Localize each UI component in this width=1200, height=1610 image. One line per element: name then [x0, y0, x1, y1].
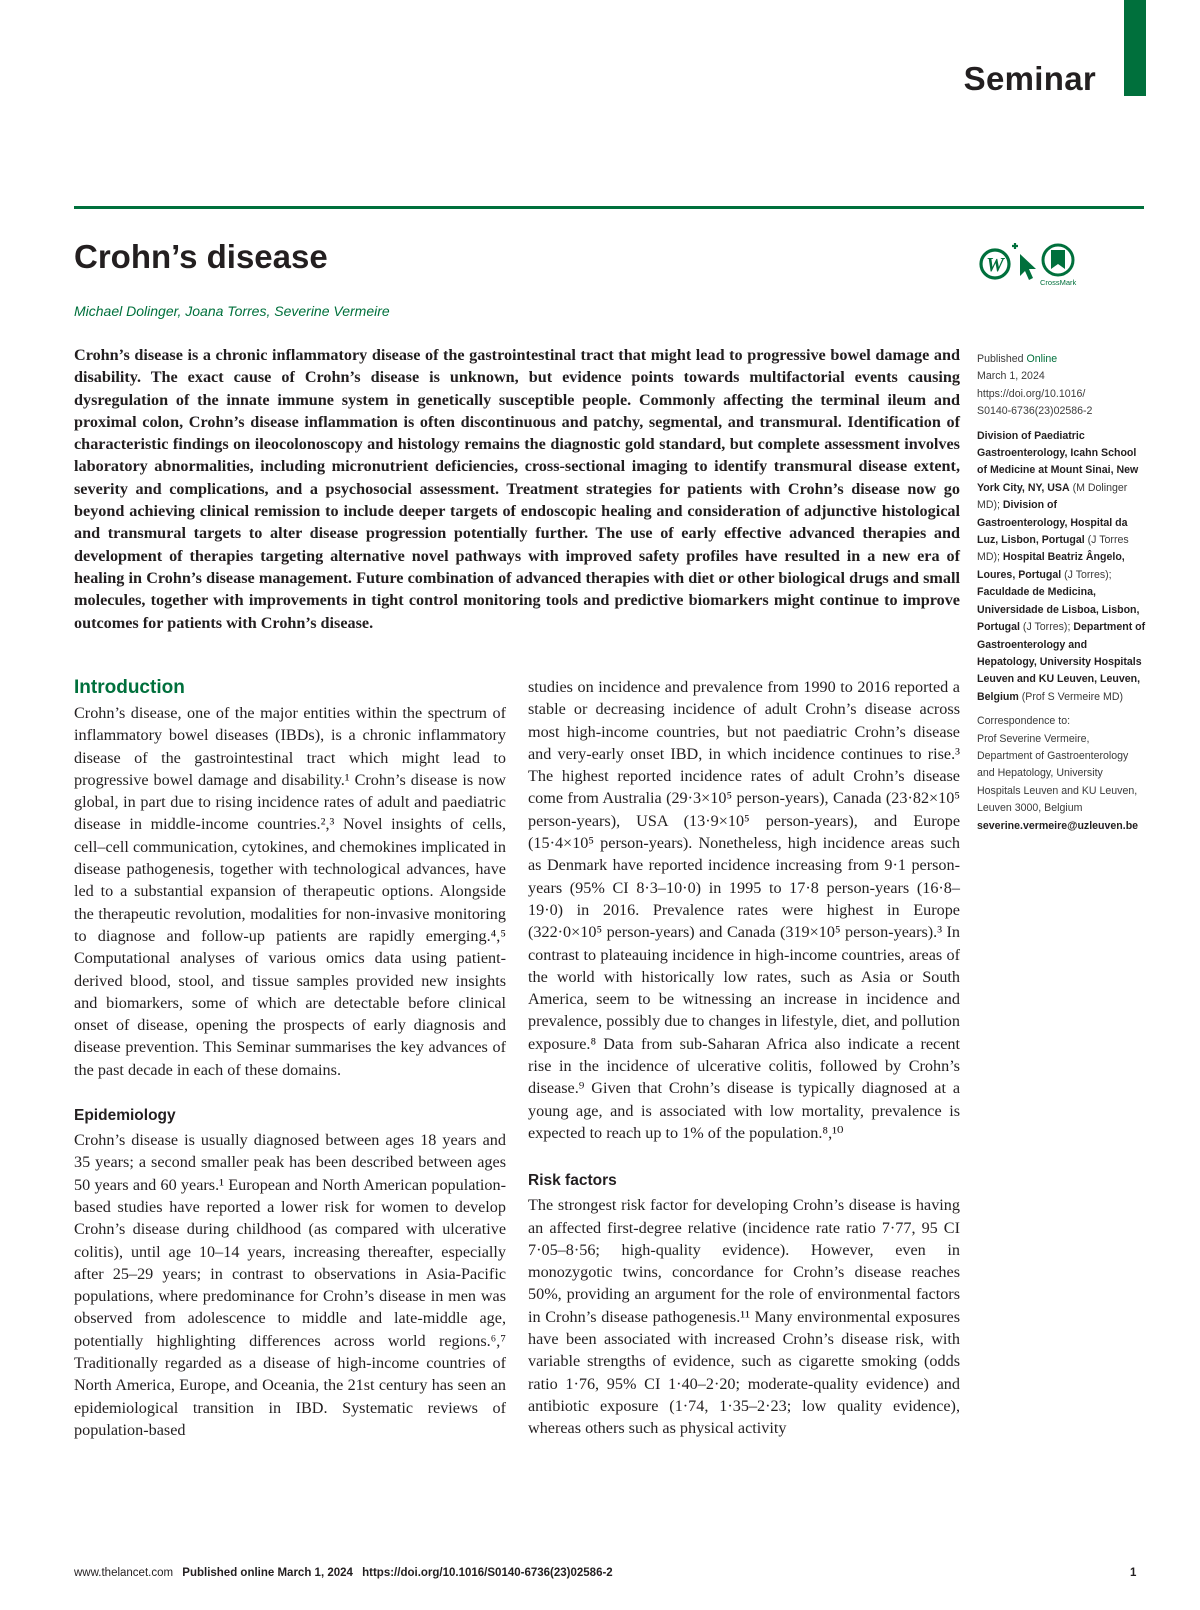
risk-factors-heading: Risk factors — [528, 1172, 617, 1190]
correspondence-address: Department of Gastroenterology and Hepatology, University Hospitals Leuven and KU Leuven, Leuven 3000, Belgium — [977, 749, 1138, 815]
risk-factors-text: The strongest risk factor for developing Crohn’s disease is having an affected first-degree relative (incidence rate ratio 7·77, 95 CI 7·05–8·56; high-quality evidence). However, even in monozygotic twins, concordance for Crohn’s disease reaches 50%, providing an argument for the role of environmental factors in Crohn’s disease pathogenesis.¹¹ Many environmental exposures have been associated with increased Crohn’s disease risk, with variable strengths of evidence, such as cigarette smoking (odds ratio 1·76, 95% CI 1·40–2·20; moderate-quality evidence) and antibiotic exposure (1·74, 1·35–2·23; low quality evidence), whereas others such as physical activity — [528, 1196, 960, 1438]
cursor-icon — [1020, 254, 1036, 280]
open-access-icon[interactable] — [981, 243, 1018, 278]
affiliation-2-note: (J Torres MD); — [977, 534, 1129, 564]
affiliation-5-note: (Prof S Vermeire MD) — [1021, 690, 1123, 703]
correspondence — [977, 713, 1147, 835]
page-number: 1 — [1130, 1567, 1137, 1579]
published-prefix: Published — [977, 353, 1027, 365]
affiliation-1-note: (M Dolinger MD); — [977, 481, 1128, 512]
epidemiology-text: Crohn’s disease is usually diagnosed between ages 18 years and 35 years; a second smaller peak has been described between ages 50 years and 60 years.¹ European and North American population-based studies have reported a lower risk for women to develop Crohn’s disease during childhood (as compared with ulcerative colitis), until age 10–14 years, increasing thereafter, especially after 25–29 years; in contrast to observations in Asia-Pacific populations, where predominance for Crohn’s disease in men was observed from adolescence to middle and late-middle age, potentially highlighting differences across world regions.⁶,⁷ Traditionally regarded as a disease of high-income countries of North America, Europe, and Oceania, the 21st century has seen an epidemiological transition in IBD. Systematic reviews of population-based — [74, 1131, 506, 1439]
introduction-text: Crohn’s disease, one of the major entities within the spectrum of inflammatory bowel diseases (IBDs), is a chronic inflammatory disease of the gastrointestinal tract which might lead to progressive bowel damage and disability.¹ Crohn’s disease is now global, in part due to rising incidence rates of adult and paediatric disease in middle-income countries.²,³ Novel insights of cells, cell–cell communication, cytokines, and chemokines implicated in disease pathogenesis, together with technological advances, have led to a substantial expansion of therapeutic options. Alongside the therapeutic revolution, modalities for non-invasive monitoring to diagnose and follow-up patients are rapidly emerging.⁴,⁵ Computational analyses of various omics data using patient-derived blood, stool, and tissue samples provided new insights and biomarkers, some of which are detectable before clinical onset of disease, opening the prospects of early diagnosis and disease prevention. This Seminar summarises the key advances of the past decade in each of these domains. — [74, 704, 506, 1079]
affiliation-4: Faculdade de Medicina, Universidade de Lisboa, Lisbon, Portugal — [977, 586, 1140, 634]
published-online: Online — [1026, 353, 1058, 365]
correspondence-email[interactable]: severine.vermeire@uzleuven.be — [977, 819, 1139, 832]
epidemiology-text-continued: studies on incidence and prevalence from 1990 to 2016 reported a stable or decreasing incidence of adult Crohn’s disease across most high-income countries, but not paediatric Crohn’s disease and very-early onset IBD, in which incidence continues to rise.³ The highest reported incidence rates of adult Crohn’s disease come from Australia (29·3×10⁵ person-years), Canada (23·82×10⁵ person-years), USA (13·9×10⁵ person-years), and Europe (15·4×10⁵ person-years). Nonetheless, high incidence areas such as Denmark have reported incidence increasing from 9·1 person-years (95% CI 8·3–10·0) in 1995 to 17·8 person-years (16·8–19·0) in 2016. Prevalence rates were highest in Europe (322·0×10⁵ person-years) and Canada (319×10⁵ person-years).³ In contrast to plateauing incidence in high-income countries, areas of the world with historically low rates, such as Asia or South America, seem to be witnessing an increase in incidence and prevalence, possibly due to changes in lifestyle, diet, and pollution exposure.⁸ Data from sub-Saharan Africa also indicate a recent rise in the incidence of ulcerative colitis, followed by Crohn’s disease.⁹ Given that Crohn’s disease is typically diagnosed at a young age, and is associated with low mortality, prevalence is expected to reach up to 1% of the population.⁸,¹⁰ — [528, 678, 960, 1142]
affiliation-3: Hospital Beatriz Ângelo, Loures, Portugal — [977, 551, 1125, 581]
section-color-bar — [1124, 0, 1146, 96]
footer-doi[interactable]: https://doi.org/10.1016/S0140-6736(23)02586-2 — [362, 1567, 613, 1579]
footer-published: Published online March 1, 2024 — [182, 1567, 353, 1579]
affiliation-3-note: (J Torres); — [1064, 568, 1112, 581]
page-footer — [74, 1567, 613, 1579]
abstract: Crohn’s disease is a chronic inflammatory disease of the gastrointestinal tract that might lead to progressive bowel damage and disability. The exact cause of Crohn’s disease is unknown, but evidence points towards multifactorial events causing dysregulation of the innate immune system in genetically susceptible people. Commonly affecting the terminal ileum and proximal colon, Crohn’s disease inflammation is often discontinuous and patchy, segmental, and transmural. Identification of characteristic findings on ileocolonoscopy and histology remains the diagnostic gold standard, but complete assessment involves laboratory abnormalities, including micronutrient deficiencies, cross-sectional imaging to identify transmural disease extent, severity and complications, and a psychosocial assessment. Treatment strategies for patients with Crohn’s disease now go beyond achieving clinical remission to include deeper targets of endoscopic healing and consideration of adjunctive histological and transmural targets to alter disease progression potentially further. The use of early effective advanced therapies and development of therapies targeting alternative novel pathways with improved safety profiles have resulted in a new era of healing in Crohn’s disease management. Future combination of advanced therapies with diet or other biological drugs and small molecules, together with improvements in tight control monitoring tools and predictive biomarkers might continue to improve outcomes for patients with Crohn’s disease. — [74, 346, 960, 632]
body-column-left — [74, 676, 506, 1441]
epidemiology-heading: Epidemiology — [74, 1107, 176, 1125]
affiliations — [977, 428, 1147, 707]
affiliation-5: Department of Gastroenterology and Hepatology, University Hospitals Leuven and KU Leuven, Leuven, Belgium — [977, 621, 1146, 703]
crossmark-label: CrossMark — [1040, 278, 1077, 287]
footer-site[interactable]: www.thelancet.com — [74, 1567, 174, 1579]
article-sidebar — [977, 351, 1147, 842]
svg-text:W: W — [986, 254, 1004, 276]
correspondence-label: Correspondence to: — [977, 715, 1071, 728]
published-online-label — [977, 351, 1147, 368]
article-title: Crohn’s disease — [74, 238, 328, 275]
publication-info — [977, 351, 1147, 421]
header-rule — [74, 206, 1144, 209]
body-column-right — [528, 676, 960, 1440]
article-badges — [978, 240, 1078, 288]
author-list: Michael Dolinger, Joana Torres, Severine Vermeire — [74, 303, 390, 319]
introduction-heading: Introduction — [74, 677, 185, 698]
correspondence-name: Prof Severine Vermeire, — [977, 732, 1090, 745]
affiliation-1: Division of Paediatric Gastroenterology, Icahn School of Medicine at Mount Sinai, New York City, NY, USA — [977, 429, 1139, 494]
section-label: Seminar — [963, 60, 1096, 97]
affiliation-2: Division of Gastroenterology, Hospital da Luz, Lisbon, Portugal — [977, 499, 1128, 547]
affiliation-4-note: (J Torres); — [1022, 621, 1074, 634]
published-date: March 1, 2024 — [977, 370, 1045, 383]
crossmark-icon[interactable] — [1043, 245, 1073, 275]
doi-line-1[interactable]: https://doi.org/10.1016/ — [977, 387, 1086, 400]
doi-line-2[interactable]: S0140-6736(23)02586-2 — [977, 405, 1093, 418]
